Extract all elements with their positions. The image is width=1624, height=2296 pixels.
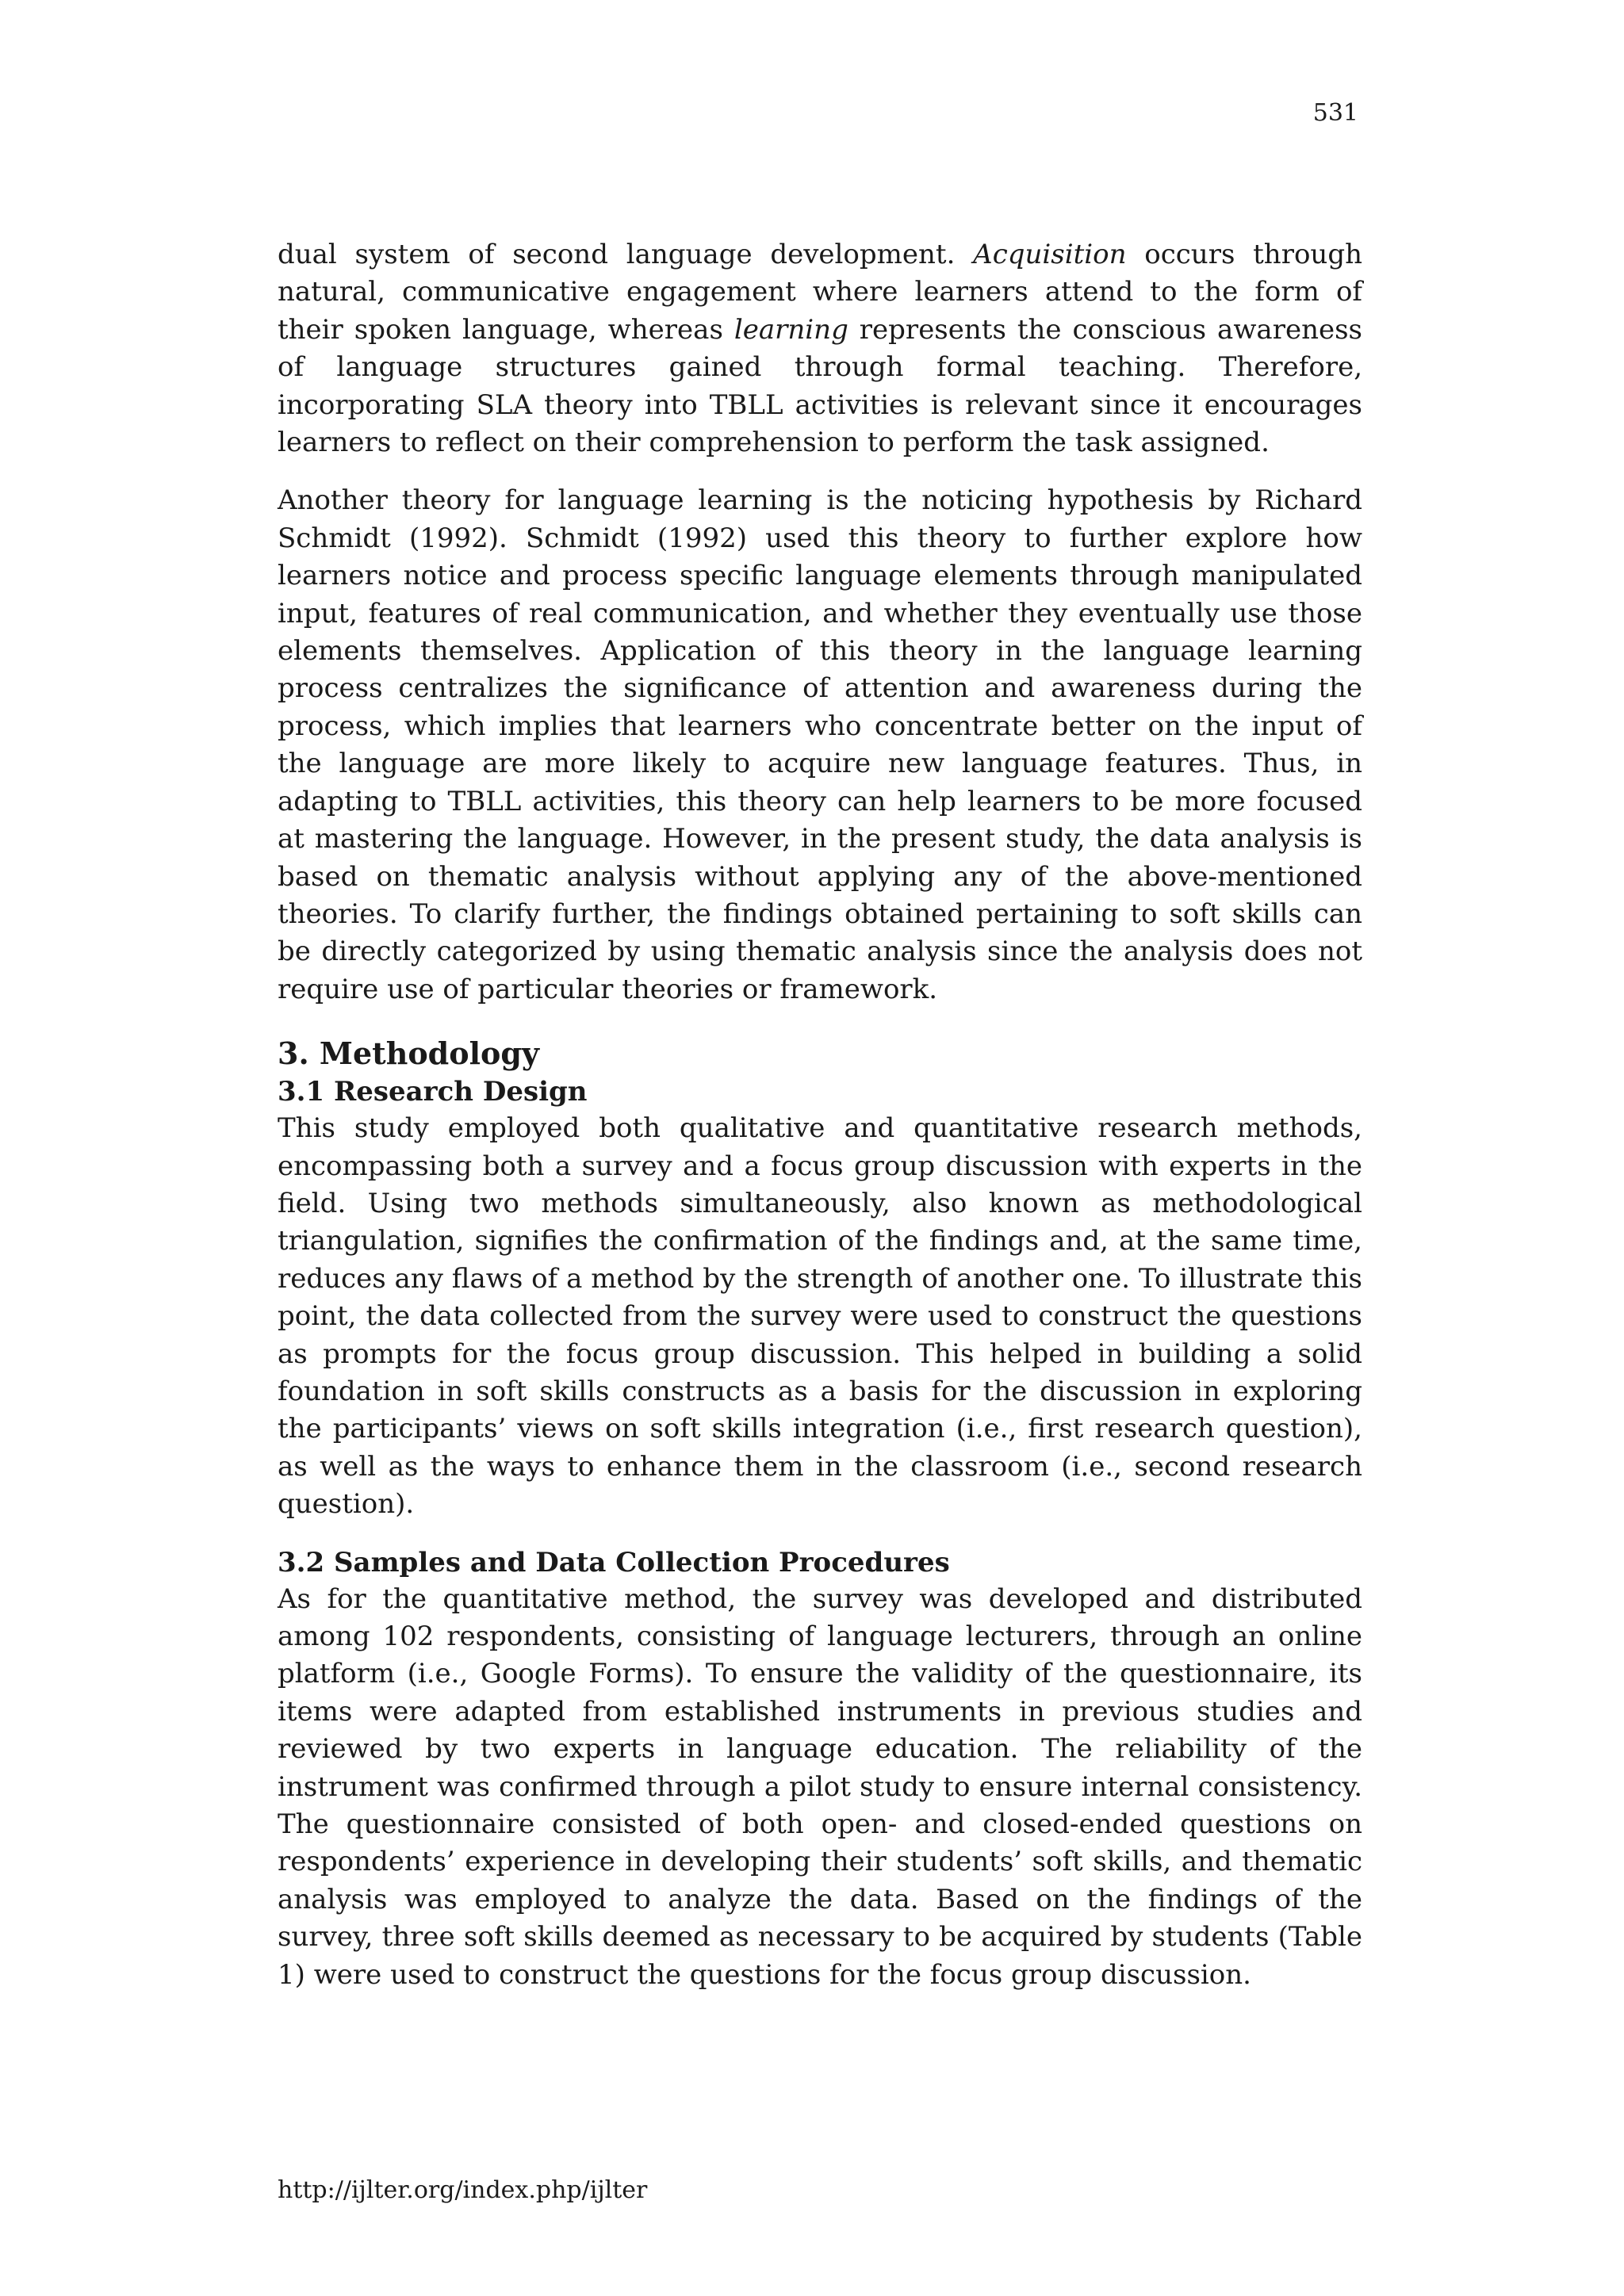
footer-url: http://ijlter.org/index.php/ijlter [278,2176,648,2204]
paragraph-research-design: This study employed both qualitative and quantitative research methods, encompassing both a survey and a focus group discussion with experts in the field. Using two methods simultaneously, also known as methodological triangulation, signifies the confirmation of the findings and, at the same time, reduces any flaws of a method by the strength of another one. To illustrate this point, the data collected from the survey were used to construct the questions as prompts for the focus group discussion. This helped in building a solid foundation in soft skills constructs as a basis for the discussion in exploring the participants’ views on soft skills integration (i.e., first research question), as well as the ways to enhance them in the classroom (i.e., second research question). [278,1112,1362,1521]
paragraph-text: dual system of second language development. [278,239,974,270]
paragraph-text: occurs through natural, communicative engagement where learners attend to the form of their spoken language, whereas [278,239,1362,346]
paragraph-text: represents the conscious awareness of language structures gained through formal teaching. Therefore, incorporating SLA theory into TBLL activities is relevant since it encourages learners to reflect on their comprehension to perform the task assigned. [278,313,1362,459]
section-heading-methodology: 3. Methodology [278,1035,540,1072]
article-body [278,236,1362,1994]
term-learning: learning [733,313,848,346]
subsection-heading-research-design: 3.1 Research Design [278,1076,588,1108]
subsection-heading-samples: 3.2 Samples and Data Collection Procedures [278,1546,950,1578]
page-number: 531 [1312,99,1358,127]
paragraph-acquisition [278,236,1362,461]
term-acquisition: Acquisition [973,239,1127,270]
paragraph-noticing-hypothesis: Another theory for language learning is the noticing hypothesis by Richard Schmidt (1992). Schmidt (1992) used this theory to further explore how learners notice and process specific language elements through manipulated input, features of real communication, and whether they eventually use those elements themselves. Application of this theory in the language learning process centralizes the significance of attention and awareness during the process, which implies that learners who concentrate better on the input of the language are more likely to acquire new language features. Thus, in adapting to TBLL activities, this theory can help learners to be more focused at mastering the language. However, in the present study, the data analysis is based on thematic analysis without applying any of the above-mentioned theories. To clarify further, the findings obtained pertaining to soft skills can be directly categorized by using thematic analysis since the analysis does not require use of particular theories or framework. [278,484,1362,1005]
paragraph-samples: As for the quantitative method, the survey was developed and distributed among 102 respondents, consisting of language lecturers, through an online platform (i.e., Google Forms). To ensure the validity of the questionnaire, its items were adapted from established instruments in previous studies and reviewed by two experts in language education. The reliability of the instrument was confirmed through a pilot study to ensure internal consistency. The questionnaire consisted of both open- and closed-ended questions on respondents’ experience in developing their students’ soft skills, and thematic analysis was employed to analyze the data. Based on the findings of the survey, three soft skills deemed as necessary to be acquired by students (Table 1) were used to construct the questions for the focus group discussion. [278,1582,1362,1991]
